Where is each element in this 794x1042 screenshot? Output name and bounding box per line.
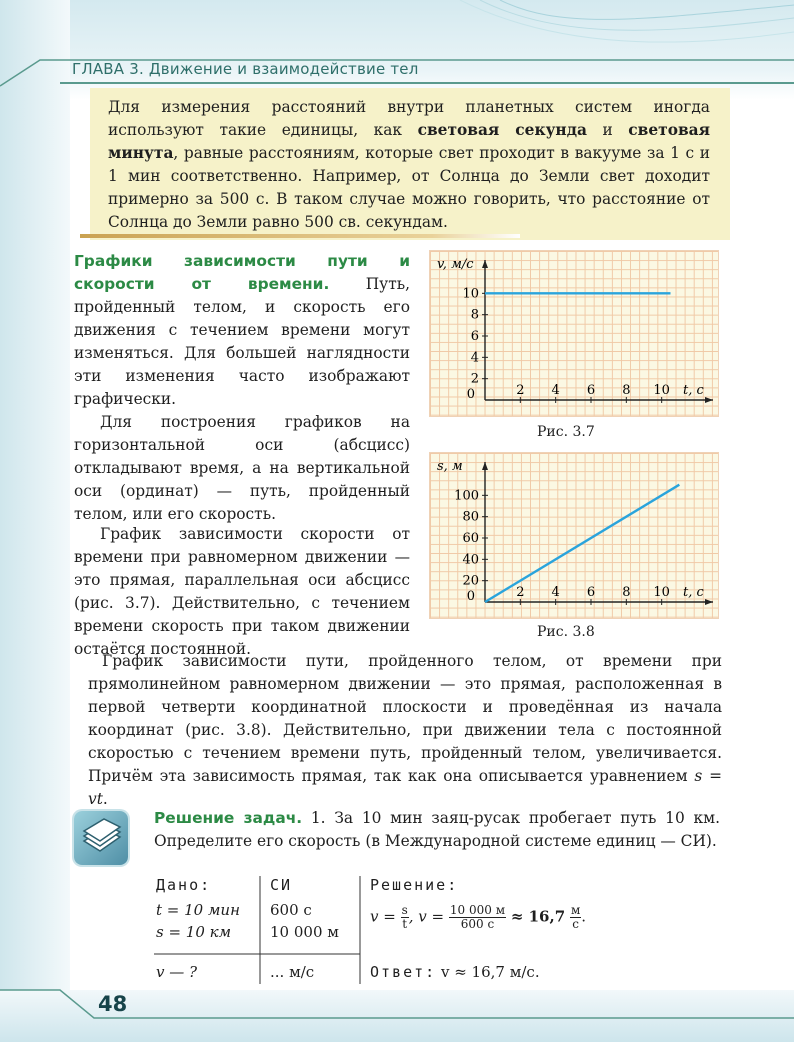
- section-divider: [80, 234, 520, 238]
- y-tick-label: 100: [454, 488, 479, 504]
- y-tick-label: 10: [462, 286, 479, 302]
- x-tick-label: 8: [622, 585, 631, 600]
- figure-3-8-caption: Рис. 3.8: [537, 624, 595, 640]
- given-header: Дано:: [156, 876, 212, 894]
- origin-label: 0: [466, 589, 475, 604]
- x-axis-arrow: [705, 599, 713, 605]
- si-time: 600 с: [270, 901, 312, 919]
- y-tick-label: 80: [462, 509, 479, 525]
- answer: Ответ: v ≈ 16,7 м/с.: [370, 963, 540, 981]
- paragraph-1: Графики зависимости пути и скорости от времени. Путь, пройденный телом, и скорость его движения с течением времени могут изменяться. Для большей наглядности эти изменения часто изображают графически.: [74, 252, 410, 408]
- x-axis-arrow: [705, 397, 713, 403]
- y-tick-label: 6: [470, 329, 479, 344]
- x-axis-label: t, с: [683, 383, 704, 398]
- y-tick-label: 60: [462, 531, 479, 546]
- y-tick-label: 8: [470, 307, 479, 323]
- chapter-title: ГЛАВА 3. Движение и взаимодействие тел: [72, 60, 419, 78]
- term-light-minute: световая минута: [108, 121, 710, 162]
- x-tick-label: 8: [622, 383, 631, 398]
- figure-3-7-caption: Рис. 3.7: [537, 424, 595, 440]
- y-tick-label: 2: [470, 371, 479, 387]
- formula-s-vt: s = vt: [88, 767, 722, 808]
- y-tick-label: 4: [470, 350, 479, 366]
- header-rule: [60, 82, 794, 84]
- origin-label: 0: [466, 387, 475, 402]
- x-tick-label: 2: [516, 383, 525, 398]
- x-tick-label: 10: [653, 585, 670, 600]
- given-distance: s = 10 км: [156, 923, 232, 941]
- paragraph-4: График зависимости пути, пройденного телом, от времени при прямолинейном равномерном движении — это прямая, расположенная в первой четверти координатной плоскости и проведённая из начала координат (рис. 3.8). Действительно, при движении тела с постоянной скоростью с течением времени путь, пройденный телом, увеличивается. Причём эта зависимость прямая, так как она описывается уравнением s = vt.: [88, 652, 722, 808]
- paragraph-2: Для построения графиков на горизонтальной оси (абсцисс) откладывают время, а на вертикальной оси (ординат) — путь, пройденный телом, или его скорость.: [74, 413, 410, 523]
- y-axis-arrow: [482, 260, 488, 268]
- paragraph-3: График зависимости скорости от времени при равномерном движении — это прямая, параллельная оси абсцисс (рис. 3.7). Действительно, с течением времени скорость при таком движении остаётся постоянной.: [74, 525, 410, 658]
- problem-heading: Решение задач.: [154, 809, 303, 827]
- term-light-second: световая секунда: [417, 121, 587, 139]
- given-time: t = 10 мин: [156, 901, 240, 919]
- x-axis-label: t, с: [683, 585, 704, 600]
- figure-3-7-chart: [429, 250, 719, 420]
- x-tick-label: 6: [586, 383, 596, 398]
- y-axis-label: v, м/с: [437, 257, 474, 272]
- y-tick-label: 40: [462, 552, 479, 568]
- x-tick-label: 2: [516, 585, 525, 600]
- series-line: [485, 485, 679, 602]
- figure-3-8-chart: [429, 452, 719, 622]
- info-box-text: Для измерения расстояний внутри планетных систем иногда используют такие единицы, как световая секунда и световая минута, равные расстояниям, которые свет проходит в вакууме за 1 с и 1 мин соответственно. Например, от Солнца до Земли свет доходит примерно за 500 с. В таком случае можно говорить, что расстояние от Солнца до Земли равно 500 св. секундам.: [108, 98, 710, 231]
- page-number: 48: [98, 992, 128, 1016]
- tasks-icon: [74, 811, 128, 865]
- y-axis-arrow: [482, 462, 488, 470]
- si-find: ... м/с: [270, 963, 315, 981]
- x-tick-label: 10: [653, 383, 670, 398]
- section-heading: Графики зависимости пути и скорости от времени.: [74, 252, 410, 293]
- problem-statement: Решение задач. 1. За 10 мин заяц-русак пробегает путь 10 км. Определите его скорость (в Международной системе единиц — СИ).: [154, 809, 720, 850]
- solution-formula: v = $\frac{s}{t}$ , v = $\frac{10 000 м}{600 с}$ ≈ 16,7 $\frac{м}{с}$ .: [370, 903, 587, 931]
- si-distance: 10 000 м: [270, 923, 339, 941]
- solution-header: Решение:: [370, 876, 459, 894]
- x-tick-label: 6: [586, 585, 596, 600]
- x-tick-label: 4: [551, 383, 560, 398]
- si-header: СИ: [270, 876, 293, 894]
- y-tick-label: 20: [462, 573, 479, 589]
- find-value: v — ?: [156, 963, 198, 981]
- x-tick-label: 4: [551, 585, 560, 600]
- y-axis-label: s, м: [437, 459, 463, 474]
